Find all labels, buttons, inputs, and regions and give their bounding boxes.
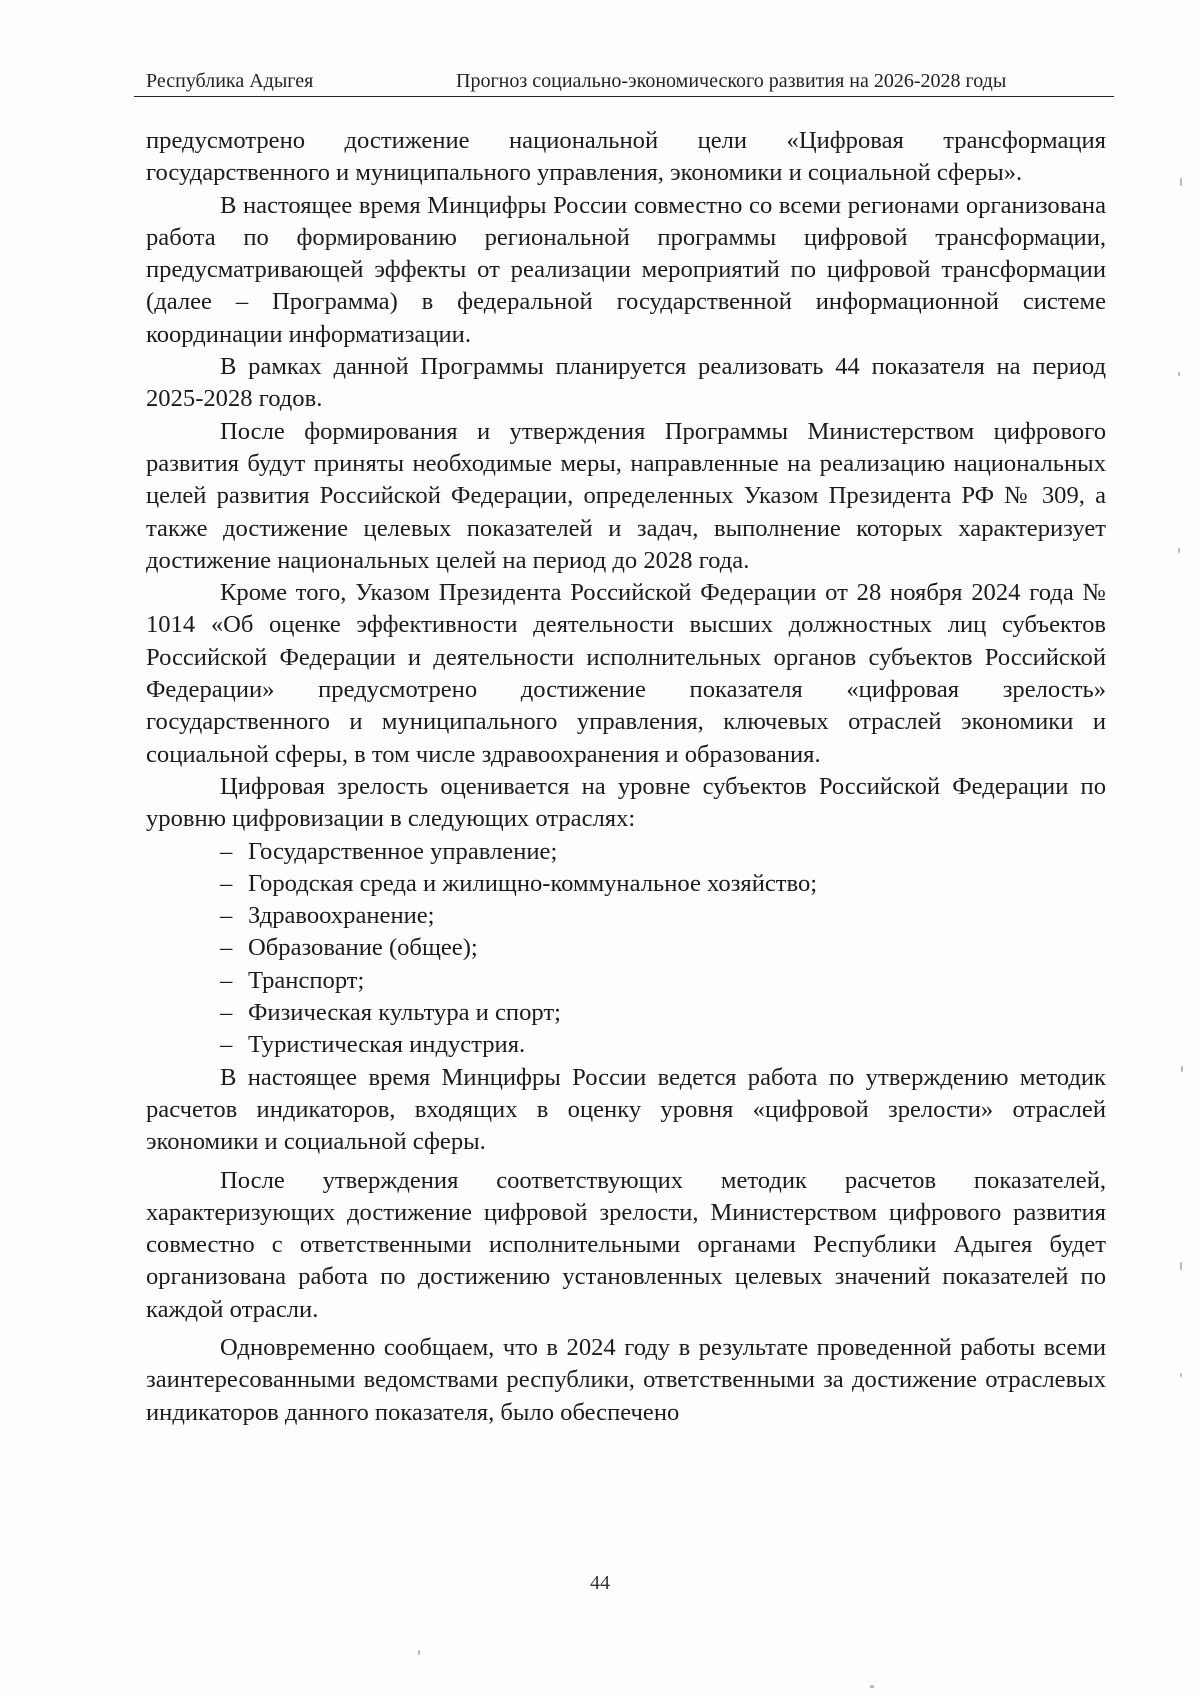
list-dash: –: [220, 966, 233, 994]
list-item: – Образование (общее);: [220, 932, 1106, 964]
scan-speck: [1178, 372, 1180, 376]
scan-speck: [1178, 548, 1180, 553]
sector-list: [146, 836, 1106, 1062]
list-dash: –: [220, 999, 233, 1027]
scan-speck: [870, 1685, 874, 1688]
scan-speck: [1180, 1373, 1182, 1377]
paragraph-9: Одновременно сообщаем, что в 2024 году в результате проведенной работы всеми заинтересованными ведомствами республики, ответственными за достижение отраслевых индикаторов данного показателя, было обеспечено: [146, 1333, 1106, 1426]
scan-speck: [418, 1650, 420, 1655]
list-item: – Здравоохранение;: [220, 900, 1106, 932]
body-text: [146, 125, 1106, 1429]
list-item: – Транспорт;: [220, 965, 1106, 997]
paragraph-1: предусмотрено достижение национальной цели «Цифровая трансформация государственного и муниципального управления, экономики и социальной сферы».: [146, 127, 1106, 187]
list-item: – Туристическая индустрия.: [220, 1029, 1106, 1061]
paragraph-3: В рамках данной Программы планируется реализовать 44 показателя на период 2025-2028 годов.: [146, 353, 1106, 413]
list-item: – Городская среда и жилищно-коммунальное хозяйство;: [220, 868, 1106, 900]
paragraph-6: Цифровая зрелость оценивается на уровне субъектов Российской Федерации по уровню цифровизации в следующих отраслях:: [146, 772, 1106, 833]
scan-speck: [1180, 1262, 1182, 1270]
header-region: Республика Адыгея: [146, 70, 314, 92]
list-dash: –: [220, 902, 233, 930]
header-document-title: Прогноз социально-экономического развития на 2026-2028 годы: [456, 70, 1007, 92]
paragraph-4: После формирования и утверждения Программы Министерством цифрового развития будут приняты необходимые меры, направленные на реализацию национальных целей развития Российской Федерации, определенных Указом Президента РФ № 309, а также достижение целевых показателей и задач, выполнение которых характеризует достижение национальных целей на период до 2028 года.: [146, 417, 1106, 574]
scan-speck: [1181, 1066, 1183, 1072]
paragraph-8: После утверждения соответствующих методик расчетов показателей, характеризующих достижение цифровой зрелости, Министерством цифрового развития совместно с ответственными исполнительными органами Республики Адыгея будет организована работа по достижению установленных целевых значений показателей по каждой отрасли.: [146, 1166, 1106, 1323]
list-dash: –: [220, 869, 233, 897]
list-dash: –: [220, 1031, 233, 1059]
list-item: – Физическая культура и спорт;: [220, 997, 1106, 1029]
paragraph-7: В настоящее время Минцифры России ведется работа по утверждению методик расчетов индикаторов, входящих в оценку уровня «цифровой зрелости» отраслей экономики и социальной сферы.: [146, 1063, 1106, 1156]
page-number: 44: [590, 1572, 610, 1594]
scan-speck: [1180, 178, 1182, 186]
header-divider: [134, 96, 1114, 97]
running-header: [146, 68, 1108, 94]
paragraph-2: В настоящее время Минцифры России совместно со всеми регионами организована работа по формированию региональной программы цифровой трансформации, предусматривающей эффекты от реализации мероприятий по цифровой трансформации (далее – Программа) в федеральной государственной информационной системе координации информатизации.: [146, 191, 1106, 348]
list-item: – Государственное управление;: [220, 836, 1106, 868]
list-dash: –: [220, 837, 233, 865]
paragraph-5: Кроме того, Указом Президента Российской Федерации от 28 ноября 2024 года № 1014 «Об оценке эффективности деятельности высших должностных лиц субъектов Российской Федерации и деятельности исполнительных органов субъектов Российской Федерации» предусмотрено достижение показателя «цифровая зрелость» государственного и муниципального управления, ключевых отраслей экономики и социальной сферы, в том числе здравоохранения и образования.: [146, 579, 1106, 768]
list-dash: –: [220, 934, 233, 962]
